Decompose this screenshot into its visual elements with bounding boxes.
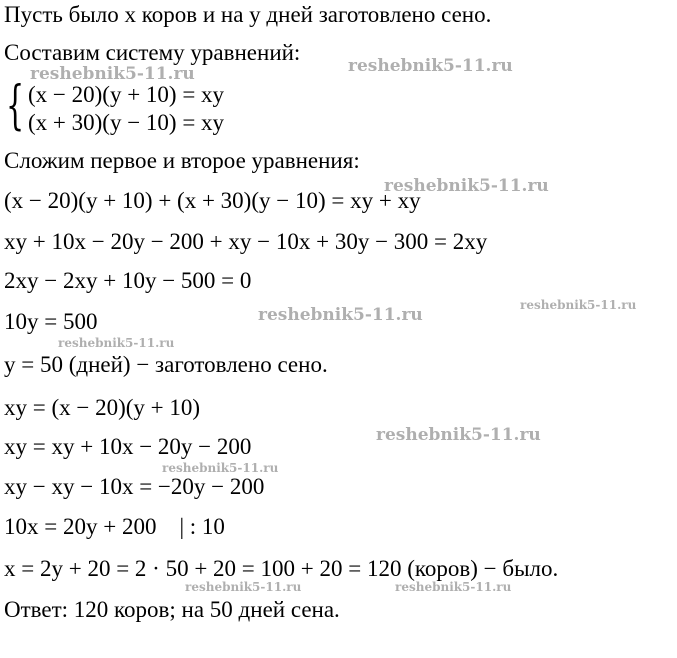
system-brace: { [6,76,25,136]
line-y-value: y = 50 (дней) − заготовлено сено. [4,352,328,377]
line-expand: xy + 10x − 20y − 200 + xy − 10x + 30y − 300 = 2xy [4,229,488,254]
line-intro: Пусть было x коров и на y дней заготовлено сено. [4,2,492,27]
line-sum: (x − 20)(y + 10) + (x + 30)(y − 10) = xy + xy [4,188,421,213]
line-rearranged: xy − xy − 10x = −20y − 200 [4,474,265,499]
line-xy-expanded: xy = xy + 10x − 20y − 200 [4,434,252,459]
watermark: reshebnik5-11.ru [162,461,279,475]
line-xy-eq: xy = (x − 20)(y + 10) [4,395,201,420]
line-x-value: x = 2y + 20 = 2 · 50 + 20 = 100 + 20 = 120 (коров) − было. [4,556,559,581]
line-answer: Ответ: 120 коров; на 50 дней сена. [4,597,340,622]
watermark: reshebnik5-11.ru [348,56,513,76]
line-add-equations: Сложим первое и второе уравнения: [4,148,360,173]
watermark: reshebnik5-11.ru [520,298,637,312]
line-simplify: 2xy − 2xy + 10y − 500 = 0 [4,268,252,293]
line-compose-system: Составим систему уравнений: [4,40,301,65]
watermark: reshebnik5-11.ru [185,580,302,594]
watermark: reshebnik5-11.ru [30,64,195,84]
watermark: reshebnik5-11.ru [58,336,175,350]
system-equation-2: (x + 30)(y − 10) = xy [28,110,225,135]
line-10y: 10y = 500 [4,309,98,334]
watermark: reshebnik5-11.ru [395,580,512,594]
line-10x: 10x = 20y + 200 | : 10 [4,514,225,539]
watermark: reshebnik5-11.ru [258,305,423,325]
system-equation-1: (x − 20)(y + 10) = xy [28,82,225,107]
watermark: reshebnik5-11.ru [376,425,541,445]
watermark: reshebnik5-11.ru [384,176,549,196]
